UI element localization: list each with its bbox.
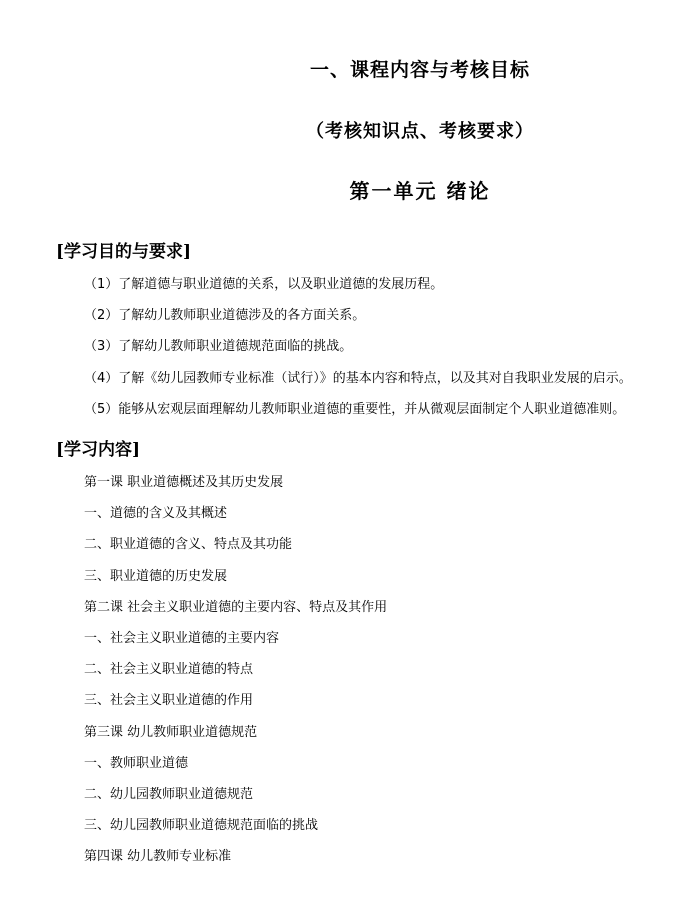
goals-heading: [学习目的与要求] [56, 242, 192, 262]
content-list [84, 474, 387, 879]
content-item: 一、教师职业道德 [84, 755, 189, 771]
content-item: 三、职业道德的历史发展 [84, 568, 228, 584]
goal-item: （3）了解幼儿教师职业道德规范面临的挑战。 [84, 339, 353, 355]
content-item: 第三课 幼儿教师职业道德规范 [84, 724, 258, 740]
unit-title: 第一单元 绪论 [349, 179, 491, 203]
content-item: 二、职业道德的含义、特点及其功能 [84, 537, 293, 553]
content-item: 第四课 幼儿教师专业标准 [84, 849, 232, 865]
content-item: 三、社会主义职业道德的作用 [84, 693, 254, 709]
goal-item: （5）能够从宏观层面理解幼儿教师职业道德的重要性，并从微观层面制定个人职业道德准则。 [84, 401, 626, 417]
content-item: 二、社会主义职业道德的特点 [84, 662, 254, 678]
content-item: 第二课 社会主义职业道德的主要内容、特点及其作用 [84, 599, 388, 615]
goals-list [84, 276, 632, 432]
content-item: 第一课 职业道德概述及其历史发展 [84, 475, 284, 490]
goal-item: （1）了解道德与职业道德的关系，以及职业道德的发展历程。 [84, 277, 444, 292]
content-item: 一、道德的含义及其概述 [84, 506, 228, 522]
goal-item: （2）了解幼儿教师职业道德涉及的各方面关系。 [84, 308, 366, 324]
content-item: 二、幼儿园教师职业道德规范 [84, 786, 254, 802]
content-heading: [学习内容] [56, 440, 141, 460]
document-title: 一、课程内容与考核目标 [309, 59, 530, 81]
goal-item: （4）了解《幼儿园教师专业标准（试行）》的基本内容和特点，以及其对自我职业发展的启示。 [84, 370, 632, 386]
content-item: 三、幼儿园教师职业道德规范面临的挑战 [84, 818, 319, 834]
content-item: 一、社会主义职业道德的主要内容 [84, 630, 280, 646]
document-subtitle: （考核知识点、考核要求） [306, 121, 534, 142]
